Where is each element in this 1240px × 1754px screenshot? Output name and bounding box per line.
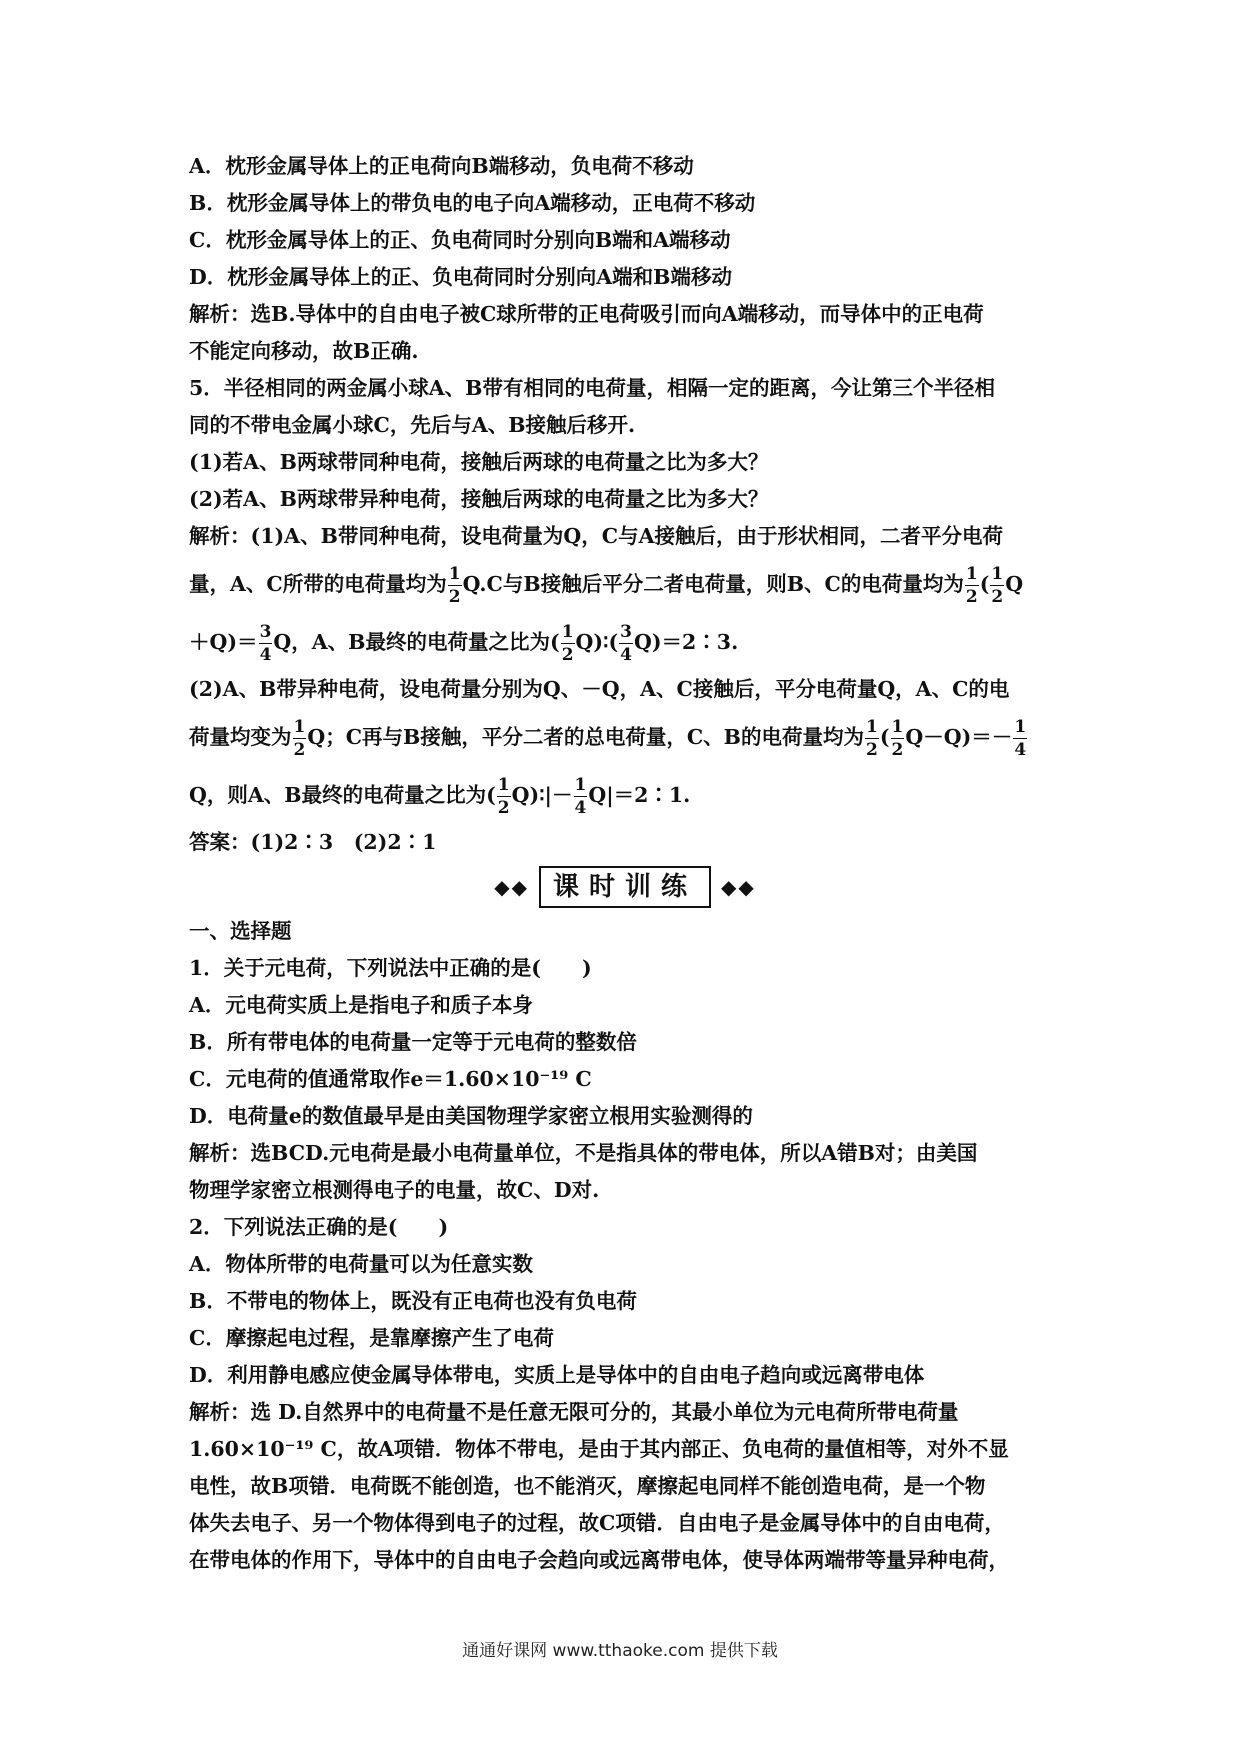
fraction-half: $\frac{1}{2}$ [891, 717, 904, 760]
p1-stem: 1．关于元电荷，下列说法中正确的是( ) [189, 956, 592, 980]
text-segment: Q)＝2∶3. [633, 630, 739, 654]
q5-stem-line-1: 5．半径相同的两金属小球A、B带有相同的电荷量，相隔一定的距离，今让第三个半径相 [189, 376, 995, 400]
text-segment: Q|＝2∶1. [588, 783, 691, 807]
text-segment: Q，则A、B最终的电荷量之比为( [189, 783, 496, 807]
banner-title: 课时训练 [539, 866, 711, 908]
text-segment: Q－Q)＝－ [905, 725, 1013, 749]
p1-option-d: D．电荷量e的数值最早是由美国物理学家密立根用实验测得的 [189, 1104, 753, 1128]
p1-analysis-line-2: 物理学家密立根测得电子的电量，故C、D对. [189, 1178, 600, 1202]
q5-sub-question-2: (2)若A、B两球带异种电荷，接触后两球的电荷量之比为多大？ [189, 487, 769, 511]
p2-option-a: A．物体所带的电荷量可以为任意实数 [189, 1252, 533, 1276]
text-segment: ( [979, 572, 990, 596]
text-segment: Q)∶|－ [511, 783, 573, 807]
text-segment: ( [879, 725, 890, 749]
p2-analysis-line-2: 1.60×10⁻¹⁹ C，故A项错．物体不带电，是由于其内部正、负电荷的量值相等，对外不显 [189, 1437, 1009, 1461]
fraction-half: $\frac{1}{2}$ [497, 775, 510, 818]
fraction-half: $\frac{1}{2}$ [448, 564, 461, 607]
p1-option-c: C．元电荷的值通常取作e＝1.60×10⁻¹⁹ C [189, 1067, 592, 1091]
document-body [189, 148, 1061, 1579]
q4-option-b: B．枕形金属导体上的带负电的电子向A端移动，正电荷不移动 [189, 191, 756, 215]
section-banner [189, 862, 1061, 912]
fraction-quarter: $\frac{1}{4}$ [574, 775, 587, 818]
fraction-three-quarters: $\frac{3}{4}$ [259, 622, 272, 665]
p2-option-c: C．摩擦起电过程，是靠摩擦产生了电荷 [189, 1326, 554, 1350]
q5-sub-question-1: (1)若A、B两球带同种电荷，接触后两球的电荷量之比为多大？ [189, 450, 769, 474]
q5-analysis-2-line-3 [189, 766, 1061, 824]
fraction-quarter: $\frac{1}{4}$ [1014, 717, 1027, 760]
q5-analysis-2-line-1: (2)A、B带异种电荷，设电荷量分别为Q、－Q，A、C接触后，平分电荷量Q，A、C的电 [189, 677, 1010, 701]
text-segment: Q.C与B接触后平分二者电荷量，则B、C的电荷量均为 [462, 572, 964, 596]
q5-analysis-1-line-1: 解析：(1)A、B带同种电荷，设电荷量为Q，C与A接触后，由于形状相同，二者平分电荷 [189, 524, 1003, 548]
p1-option-b: B．所有带电体的电荷量一定等于元电荷的整数倍 [189, 1030, 637, 1054]
q5-stem-line-2: 同的不带电金属小球C，先后与A、B接触后移开. [189, 413, 636, 437]
p1-analysis-line-1: 解析：选BCD.元电荷是最小电荷量单位，不是指具体的带电体，所以A错B对；由美国 [189, 1141, 978, 1165]
section-title: 一、选择题 [189, 919, 292, 943]
p2-analysis-line-5: 在带电体的作用下，导体中的自由电子会趋向或远离带电体，使导体两端带等量异种电荷， [189, 1548, 1009, 1572]
q4-option-c: C．枕形金属导体上的正、负电荷同时分别向B端和A端移动 [189, 228, 731, 252]
text-segment: Q，A、B最终的电荷量之比为( [273, 630, 560, 654]
text-segment: 荷量均变为 [189, 725, 292, 749]
diamond-right-icon: ◆◆ [721, 874, 756, 899]
q5-analysis-1-line-3 [189, 613, 1061, 671]
q4-analysis-line-2: 不能定向移动，故B正确. [189, 339, 419, 363]
text-segment: 量，A、C所带的电荷量均为 [189, 572, 447, 596]
q5-analysis-1-line-2: 量，A、C所带的电荷量均为 $\frac{1}{2}$ Q.C与B接触后平分二者电荷量，则B、C的电荷量均为 $\frac{1}{2}$ ( $\frac{1}{2}$ Q [189, 564, 1024, 607]
text-segment: Q；C再与B接触，平分二者的总电荷量，C、B的电荷量均为 [307, 725, 864, 749]
fraction-half: $\frac{1}{2}$ [561, 622, 574, 665]
fraction-half: $\frac{1}{2}$ [293, 717, 306, 760]
q5-answer: 答案：(1)2∶3 (2)2∶1 [189, 830, 437, 854]
p1-option-a: A．元电荷实质上是指电子和质子本身 [189, 993, 533, 1017]
q4-option-d: D．枕形金属导体上的正、负电荷同时分别向A端和B端移动 [189, 265, 733, 289]
p2-option-b: B．不带电的物体上，既没有正电荷也没有负电荷 [189, 1289, 637, 1313]
text-segment: ＋Q)＝ [189, 630, 258, 654]
p2-analysis-line-3: 电性，故B项错．电荷既不能创造，也不能消灭，摩擦起电同样不能创造电荷，是一个物 [189, 1474, 986, 1498]
p2-stem: 2．下列说法正确的是( ) [189, 1215, 449, 1239]
q4-option-a: A．枕形金属导体上的正电荷向B端移动，负电荷不移动 [189, 154, 694, 178]
fraction-half: $\frac{1}{2}$ [991, 564, 1004, 607]
text-segment: Q)∶( [575, 630, 619, 654]
page-footer: 通通好课网 www.tthaoke.com 提供下载 [462, 1641, 778, 1661]
q4-analysis-line-1: 解析：选B.导体中的自由电子被C球所带的正电荷吸引而向A端移动，而导体中的正电荷 [189, 302, 984, 326]
diamond-left-icon: ◆◆ [494, 874, 529, 899]
p2-analysis-line-1: 解析：选 D.自然界中的电荷量不是任意无限可分的，其最小单位为元电荷所带电荷量 [189, 1400, 959, 1424]
p2-option-d: D．利用静电感应使金属导体带电，实质上是导体中的自由电子趋向或远离带电体 [189, 1363, 925, 1387]
q5-analysis-2-line-2 [189, 708, 1061, 766]
fraction-three-quarters: $\frac{3}{4}$ [620, 622, 632, 665]
fraction-half: $\frac{1}{2}$ [965, 564, 978, 607]
p2-analysis-line-4: 体失去电子、另一个物体得到电子的过程，故C项错．自由电子是金属导体中的自由电荷， [189, 1511, 1005, 1535]
fraction-half: $\frac{1}{2}$ [866, 717, 878, 760]
